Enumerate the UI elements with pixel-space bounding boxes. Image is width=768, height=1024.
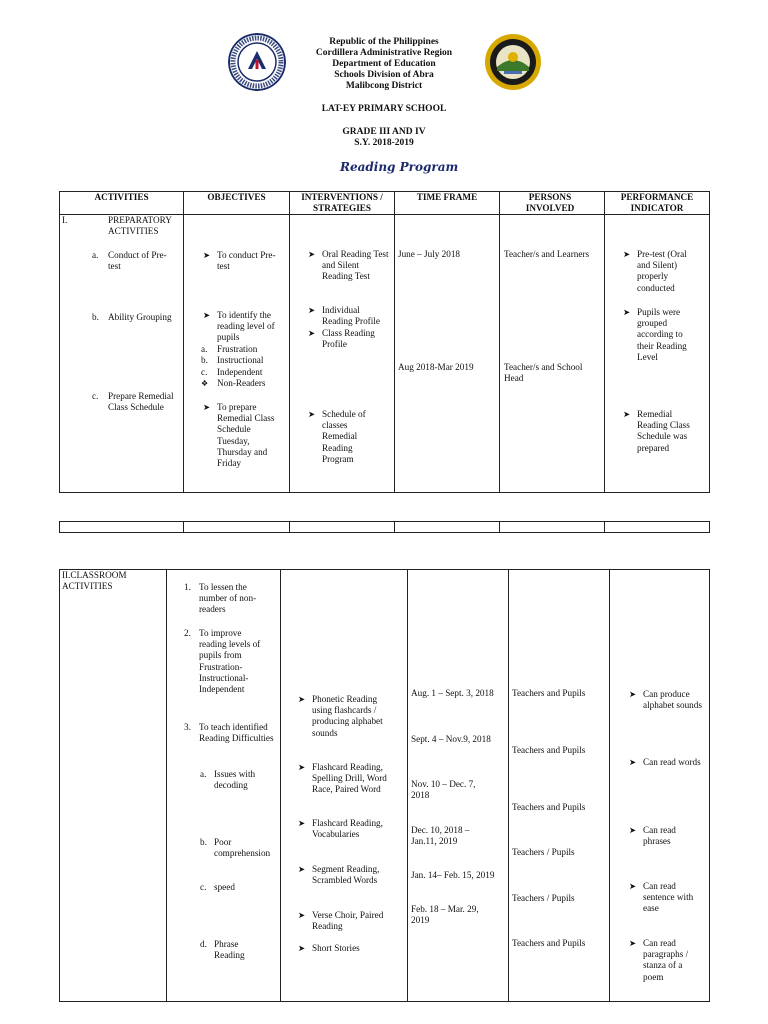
col-header-performance: PERFORMANCE INDICATOR: [620, 192, 694, 214]
classroom-objective-2: To improve reading levels of pupils from Frustration-Instructional-Independent: [199, 628, 261, 695]
strategy-2: ➤ Flashcard Reading, Spelling Drill, Word Race, Paired Word: [312, 762, 400, 796]
persons-row-1: Teachers and Pupils: [512, 688, 586, 698]
time-frame-row-6: Feb. 18 – Mar. 29, 2019: [411, 904, 479, 926]
reading-level-d: Non-Readers: [217, 378, 266, 388]
strategy-6: ➤ Short Stories: [312, 943, 398, 954]
classroom-indicator-4: ➤ Can read sentence with ease: [643, 881, 705, 915]
section-title: PREPARATORY ACTIVITIES: [108, 215, 172, 237]
strategy-5: ➤ Verse Choir, Paired Reading: [312, 910, 398, 932]
indicator-1: ➤ Pre-test (Oral and Silent) properly conducted: [637, 249, 699, 294]
col-header-objectives: OBJECTIVES: [207, 192, 266, 202]
indicator-3: ➤ Remedial Reading Class Schedule was prepared: [637, 409, 701, 454]
header-line-division: Schools Division of Abra: [334, 70, 434, 80]
classroom-indicator-5: ➤ Can read paragraphs / stanza of a poem: [643, 938, 703, 983]
activity-c-label: c.: [92, 391, 99, 401]
col-header-activities: ACTIVITIES: [94, 192, 149, 202]
difficulty-b: Poor comprehension: [214, 837, 271, 859]
reading-level-a-label: a.: [201, 344, 208, 354]
reading-level-c-label: c.: [201, 367, 208, 377]
header-line-region: Cordillera Administrative Region: [315, 48, 453, 58]
objective-1-num: 1.: [184, 582, 191, 592]
section-number: I.: [62, 215, 68, 225]
time-frame-row-3: Nov. 10 – Dec. 7, 2018: [411, 779, 476, 801]
col-header-time-frame: TIME FRAME: [416, 192, 478, 202]
reading-level-a: Frustration: [217, 344, 258, 354]
strategy-4: ➤ Segment Reading, Scrambled Words: [312, 864, 396, 886]
objective-2: ➤ To identify the reading level of pupils: [217, 310, 285, 344]
persons-row-4: Teachers / Pupils: [512, 847, 575, 857]
reading-level-d-bullet: ❖: [201, 379, 209, 388]
difficulty-c-label: c.: [200, 882, 207, 892]
reading-level-b-label: b.: [201, 355, 208, 365]
persons-row-3: Teachers and Pupils: [512, 802, 586, 812]
time-frame-2: Aug 2018-Mar 2019: [398, 362, 474, 372]
col-header-persons: PERSONS INVOLVED: [525, 192, 575, 214]
header-line-department: Department of Education: [332, 59, 436, 69]
persons-row-6: Teachers and Pupils: [512, 938, 586, 948]
time-frame-row-4: Dec. 10, 2018 – Jan.11, 2019: [411, 825, 470, 847]
grade-level: GRADE III AND IV: [342, 127, 426, 137]
persons-2: Teacher/s and School Head: [504, 362, 583, 384]
header-line-district: Malibcong District: [345, 81, 423, 91]
persons-row-5: Teachers / Pupils: [512, 893, 575, 903]
difficulty-c: speed: [214, 882, 235, 892]
indicator-2: ➤ Pupils were grouped according to their Reading Level: [637, 307, 699, 363]
program-title: Reading Program: [340, 160, 459, 174]
intervention-3: ➤ Schedule of classes Remedial Reading Program: [322, 409, 377, 465]
col-header-interventions: INTERVENTIONS / STRATEGIES: [301, 192, 383, 214]
objective-2-num: 2.: [184, 628, 191, 638]
reading-level-c: Independent: [217, 367, 263, 377]
persons-1: Teacher/s and Learners: [504, 249, 590, 259]
classroom-objective-3: To teach identified Reading Difficulties: [199, 722, 274, 744]
school-name: LAT-EY PRIMARY SCHOOL: [321, 104, 447, 114]
strategy-3: ➤ Flashcard Reading, Vocabularies: [312, 818, 398, 840]
reading-level-b: Instructional: [217, 355, 264, 365]
time-frame-row-2: Sept. 4 – Nov.9, 2018: [411, 734, 491, 744]
intervention-2a: ➤ Individual Reading Profile: [322, 305, 387, 327]
activity-b-text: Ability Grouping: [108, 312, 172, 322]
difficulty-d-label: d.: [200, 939, 207, 949]
intervention-2b: ➤ Class Reading Profile: [322, 328, 387, 350]
section-title-classroom: II.CLASSROOM ACTIVITIES: [62, 570, 127, 592]
classroom-indicator-2: ➤ Can read words: [643, 757, 703, 768]
persons-row-2: Teachers and Pupils: [512, 745, 586, 755]
time-frame-row-1: Aug. 1 – Sept. 3, 2018: [411, 688, 494, 698]
strategy-1: ➤ Phonetic Reading using flashcards / producing alphabet sounds: [312, 694, 396, 739]
difficulty-d: Phrase Reading: [214, 939, 245, 961]
objective-1: ➤ To conduct Pre-test: [217, 250, 285, 272]
activity-c-text: Prepare Remedial Class Schedule: [108, 391, 174, 413]
school-year: S.Y. 2018-2019: [354, 138, 414, 148]
intervention-1: ➤ Oral Reading Test and Silent Reading Test: [322, 249, 390, 283]
difficulty-a-label: a.: [200, 769, 207, 779]
activity-a-label: a.: [92, 250, 99, 260]
classroom-indicator-1: ➤ Can produce alphabet sounds: [643, 689, 703, 711]
classroom-objective-1: To lessen the number of non-readers: [199, 582, 257, 615]
objective-3-num: 3.: [184, 722, 191, 732]
classroom-indicator-3: ➤ Can read phrases: [643, 825, 703, 847]
objective-3: ➤ To prepare Remedial Class Schedule Tuesday, Thursday and Friday: [217, 402, 279, 469]
time-frame-row-5: Jan. 14– Feb. 15, 2019: [411, 870, 495, 880]
header-line-republic: Republic of the Philippines: [329, 37, 439, 47]
activity-a-text: Conduct of Pre-test: [108, 250, 167, 272]
difficulty-b-label: b.: [200, 837, 207, 847]
time-frame-1: June – July 2018: [398, 249, 461, 259]
activity-b-label: b.: [92, 312, 99, 322]
difficulty-a: Issues with decoding: [214, 769, 256, 791]
